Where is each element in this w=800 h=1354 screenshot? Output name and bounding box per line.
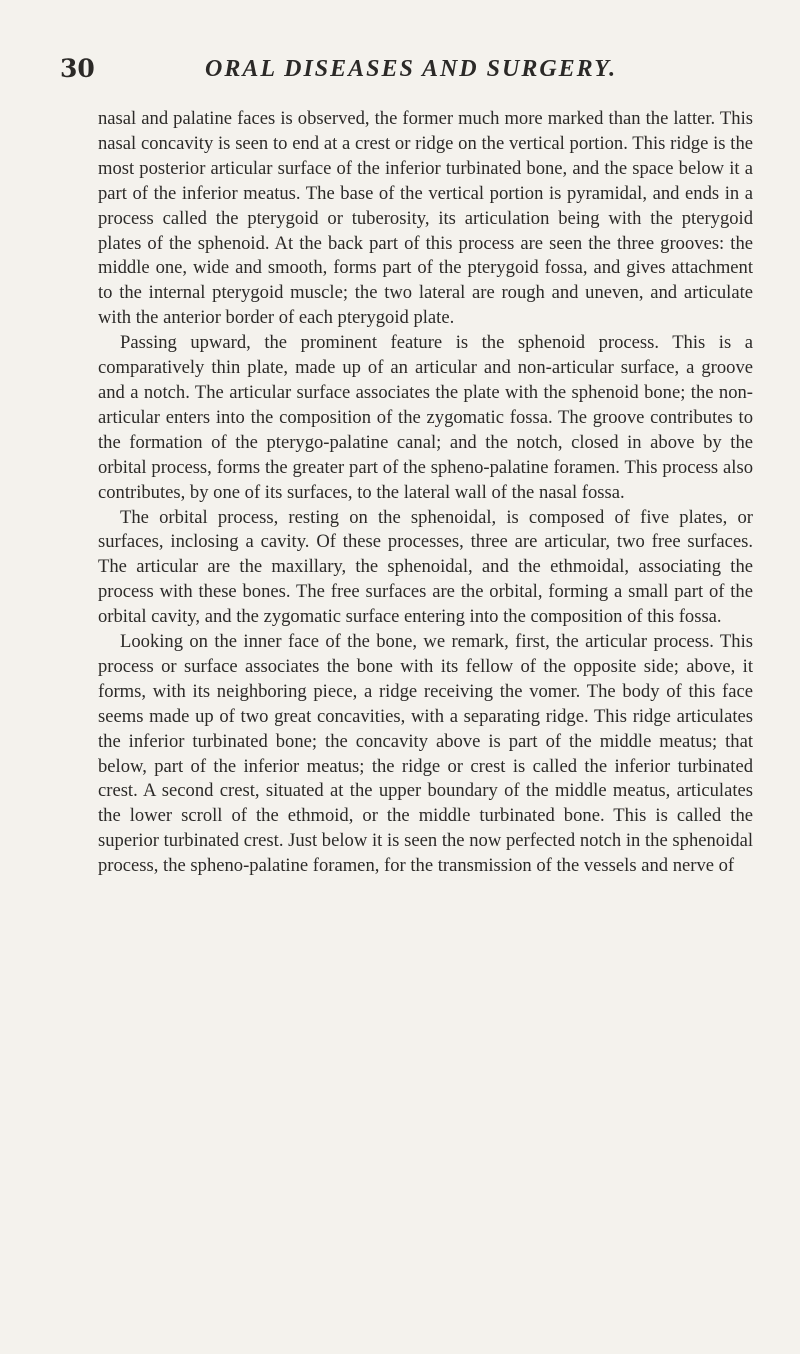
page-number: 30: [60, 54, 95, 83]
body-text: [98, 107, 753, 879]
paragraph-1: nasal and palatine faces is observed, the former much more marked than the latter. This nasal concavity is seen to end at a crest or ridge on the vertical portion. This ridge is the most posterior articular surface of the inferior turbinated bone, and the space below it a part of the inferior meatus. The base of the vertical portion is pyramidal, and ends in a process called the pterygoid or tuberosity, its articulation being with the pterygoid plates of the sphenoid. At the back part of this process are seen the three grooves: the middle one, wide and smooth, forms part of the pterygoid fossa, and gives attachment to the internal pterygoid muscle; the two lateral are rough and uneven, and articulate with the anterior border of each pterygoid plate.: [98, 108, 753, 329]
running-title: ORAL DISEASES AND SURGERY.: [205, 56, 618, 82]
paragraph-2: Passing upward, the prominent feature is the sphenoid process. This is a comparatively thin plate, made up of an articular and non-articular surface, a groove and a notch. The articular surface associates the plate with the sphenoid bone; the non-articular enters into the composition of the zygomatic fossa. The groove contributes to the formation of the pterygo-palatine canal; and the notch, closed in above by the orbital process, forms the greater part of the spheno-palatine foramen. This process also contributes, by one of its surfaces, to the lateral wall of the nasal fossa.: [98, 332, 753, 503]
running-head: [0, 52, 800, 86]
paragraph-4: Looking on the inner face of the bone, we remark, first, the articular process. This process or surface associates the bone with its fellow of the opposite side; above, it forms, with its neighboring piece, a ridge receiving the vomer. The body of this face seems made up of two great concavities, with a separating ridge. This ridge articulates the inferior turbinated bone; the concavity above is part of the middle meatus; that below, part of the inferior meatus; the ridge or crest is called the inferior turbinated crest. A second crest, situated at the upper boundary of the middle meatus, articulates the lower scroll of the ethmoid, or the middle turbinated bone. This is called the superior turbinated crest. Just below it is seen the now perfected notch in the sphenoidal process, the spheno-palatine foramen, for the transmission of the vessels and nerve of: [98, 631, 753, 877]
paragraph-3: The orbital process, resting on the sphenoidal, is composed of five plates, or surfaces, inclosing a cavity. Of these processes, three are articular, two free surfaces. The articular are the maxillary, the sphenoidal, and the ethmoidal, associating the process with these bones. The free surfaces are the orbital, forming a small part of the orbital cavity, and the zygomatic surface entering into the composition of this fossa.: [98, 506, 753, 628]
